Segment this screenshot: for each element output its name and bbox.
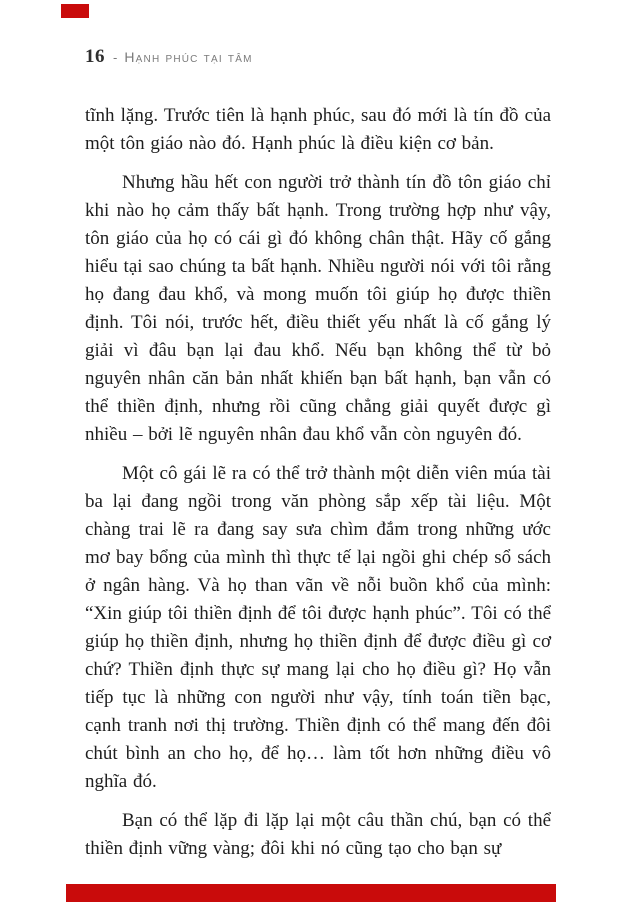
paragraph-1: tĩnh lặng. Trước tiên là hạnh phúc, sau đó mới là tín đồ của một tôn giáo nào đó. Hạnh phúc là điều kiện cơ bản.	[85, 105, 551, 154]
header-separator: -	[113, 50, 118, 65]
paragraph-2: Nhưng hầu hết con người trở thành tín đồ tôn giáo chỉ khi nào họ cảm thấy bất hạnh. Trong trường hợp như vậy, tôn giáo của họ có cái gì đó không chân thật. Hãy cố gắng hiểu tại sao chúng ta bất hạnh. Nhiều người nói với tôi rằng họ đang đau khổ, và mong muốn tôi giúp họ được thiền định. Tôi nói, trước hết, điều thiết yếu nhất là cố gắng lý giải vì đâu bạn lại đau khổ. Nếu bạn không thể từ bỏ nguyên nhân căn bản nhất khiến bạn bất hạnh, bạn vẫn có thể thiền định, nhưng rồi cũng chẳng giải quyết được gì nhiều – bởi lẽ nguyên nhân đau khổ vẫn còn nguyên đó.	[85, 172, 551, 445]
page-number: 16	[85, 46, 105, 67]
paragraph-3: Một cô gái lẽ ra có thể trở thành một diễn viên múa tài ba lại đang ngồi trong văn phòng sắp xếp tài liệu. Một chàng trai lẽ ra đang say sưa chìm đắm trong những ước mơ bay bổng của mình thì thực tế lại ngồi ghi chép sổ sách ở ngân hàng. Và họ than vãn về nỗi buồn khổ của mình: “Xin giúp tôi thiền định để tôi được hạnh phúc”. Tôi có thể giúp họ thiền định, nhưng họ thiền định để được điều gì cơ chứ? Thiền định thực sự mang lại cho họ điều gì? Họ vẫn tiếp tục là những con người như vậy, tính toán tiền bạc, cạnh tranh nơi thị trường. Thiền định có thể mang đến đôi chút bình an cho họ, để họ… làm tốt hơn những điều vô nghĩa đó.	[85, 463, 551, 792]
redaction-bar-bottom	[66, 884, 556, 902]
book-title: Hạnh phúc tại tâm	[124, 49, 253, 65]
page-header	[85, 46, 551, 68]
redaction-bar-top	[61, 4, 89, 18]
paragraph-4: Bạn có thể lặp đi lặp lại một câu thần chú, bạn có thể thiền định vững vàng; đôi khi nó cũng tạo cho bạn sự	[85, 810, 551, 859]
body-text	[85, 102, 551, 874]
